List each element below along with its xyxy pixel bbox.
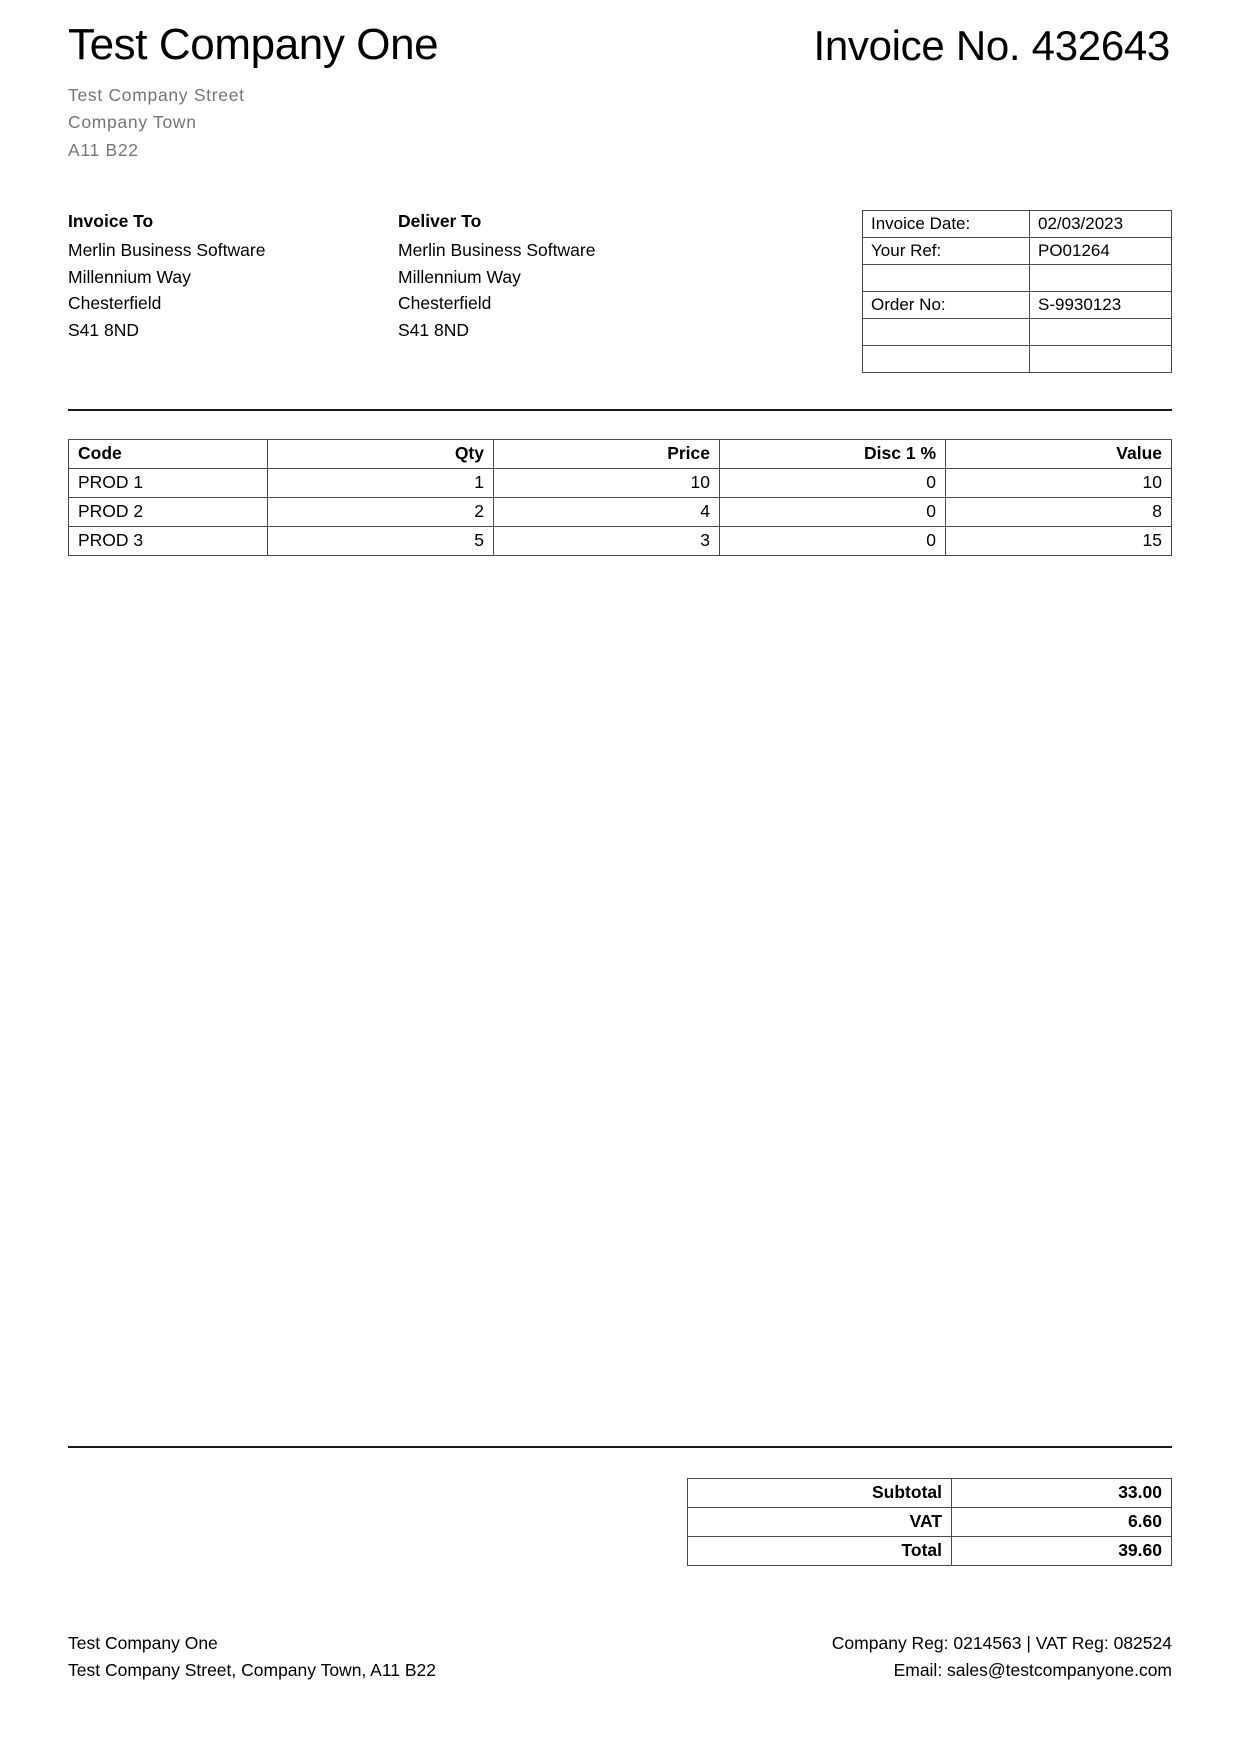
invoice-to-line: Chesterfield [68,293,162,314]
company-address [68,82,1172,164]
footer-right-line: Email: sales@testcompanyone.com [893,1659,1172,1680]
company-address-line: Test Company Street [68,85,245,106]
deliver-to-line: Merlin Business Software [398,239,596,260]
footer-registration-info [832,1630,1172,1683]
column-header-code: Code [69,440,268,469]
parties-and-details [68,208,1172,373]
invoice-to-line: S41 8ND [68,320,140,341]
details-value [1030,319,1172,346]
line-items-header-row [69,440,1172,469]
details-label: Invoice Date: [863,211,1030,238]
totals-top-divider [68,1446,1172,1448]
table-row [69,498,1172,527]
cell-qty: 1 [268,469,494,498]
totals-block [687,1478,1172,1566]
details-row [863,238,1172,265]
cell-qty: 2 [268,498,494,527]
totals-row [688,1537,1172,1566]
totals-amount-total: 39.60 [952,1537,1172,1566]
company-address-line: Company Town [68,112,197,133]
details-row [863,292,1172,319]
details-label [863,319,1030,346]
invoice-details-table [862,210,1172,373]
footer-left-line: Test Company Street, Company Town, A11 B22 [68,1659,437,1680]
invoice-to-title: Invoice To [68,211,154,232]
deliver-to-line: Chesterfield [398,293,492,314]
invoice-header [68,0,1172,68]
footer-left-line: Test Company One [68,1633,218,1653]
deliver-to-block [398,208,724,344]
cell-price: 4 [494,498,720,527]
details-value [1030,265,1172,292]
cell-code: PROD 2 [69,498,268,527]
invoice-to-line: Merlin Business Software [68,239,266,260]
details-row [863,319,1172,346]
cell-qty: 5 [268,527,494,556]
totals-label-total: Total [688,1537,952,1566]
details-label [863,265,1030,292]
details-value: PO01264 [1030,238,1172,265]
totals-label-subtotal: Subtotal [688,1479,952,1508]
totals-row [688,1508,1172,1537]
details-row [863,211,1172,238]
invoice-to-line: Millennium Way [68,266,191,287]
deliver-to-line: Millennium Way [398,266,521,287]
cell-disc: 0 [720,498,946,527]
footer-right-line: Company Reg: 0214563 | VAT Reg: 082524 [831,1633,1172,1653]
cell-code: PROD 3 [69,527,268,556]
column-header-qty: Qty [268,440,494,469]
column-header-disc: Disc 1 % [720,440,946,469]
items-top-divider [68,409,1172,411]
deliver-to-line: S41 8ND [398,320,470,341]
table-row [69,469,1172,498]
details-value: 02/03/2023 [1030,211,1172,238]
table-row [69,527,1172,556]
cell-price: 10 [494,469,720,498]
cell-disc: 0 [720,469,946,498]
totals-label-vat: VAT [688,1508,952,1537]
details-value [1030,346,1172,373]
details-row [863,265,1172,292]
details-row [863,346,1172,373]
column-header-value: Value [946,440,1172,469]
totals-amount-subtotal: 33.00 [952,1479,1172,1508]
cell-code: PROD 1 [69,469,268,498]
cell-value: 10 [946,469,1172,498]
company-name: Test Company One [68,20,439,69]
details-value: S-9930123 [1030,292,1172,319]
invoice-footer [68,1630,1172,1683]
footer-company-info [68,1630,436,1683]
line-items-table [68,439,1172,556]
deliver-to-title: Deliver To [398,211,482,232]
details-label: Order No: [863,292,1030,319]
cell-value: 8 [946,498,1172,527]
cell-price: 3 [494,527,720,556]
totals-amount-vat: 6.60 [952,1508,1172,1537]
cell-value: 15 [946,527,1172,556]
invoice-number: Invoice No. 432643 [813,22,1170,69]
details-label: Your Ref: [863,238,1030,265]
company-address-line: A11 B22 [68,139,139,160]
totals-row [688,1479,1172,1508]
totals-table [687,1478,1172,1566]
cell-disc: 0 [720,527,946,556]
details-label [863,346,1030,373]
invoice-to-block [68,208,398,344]
column-header-price: Price [494,440,720,469]
